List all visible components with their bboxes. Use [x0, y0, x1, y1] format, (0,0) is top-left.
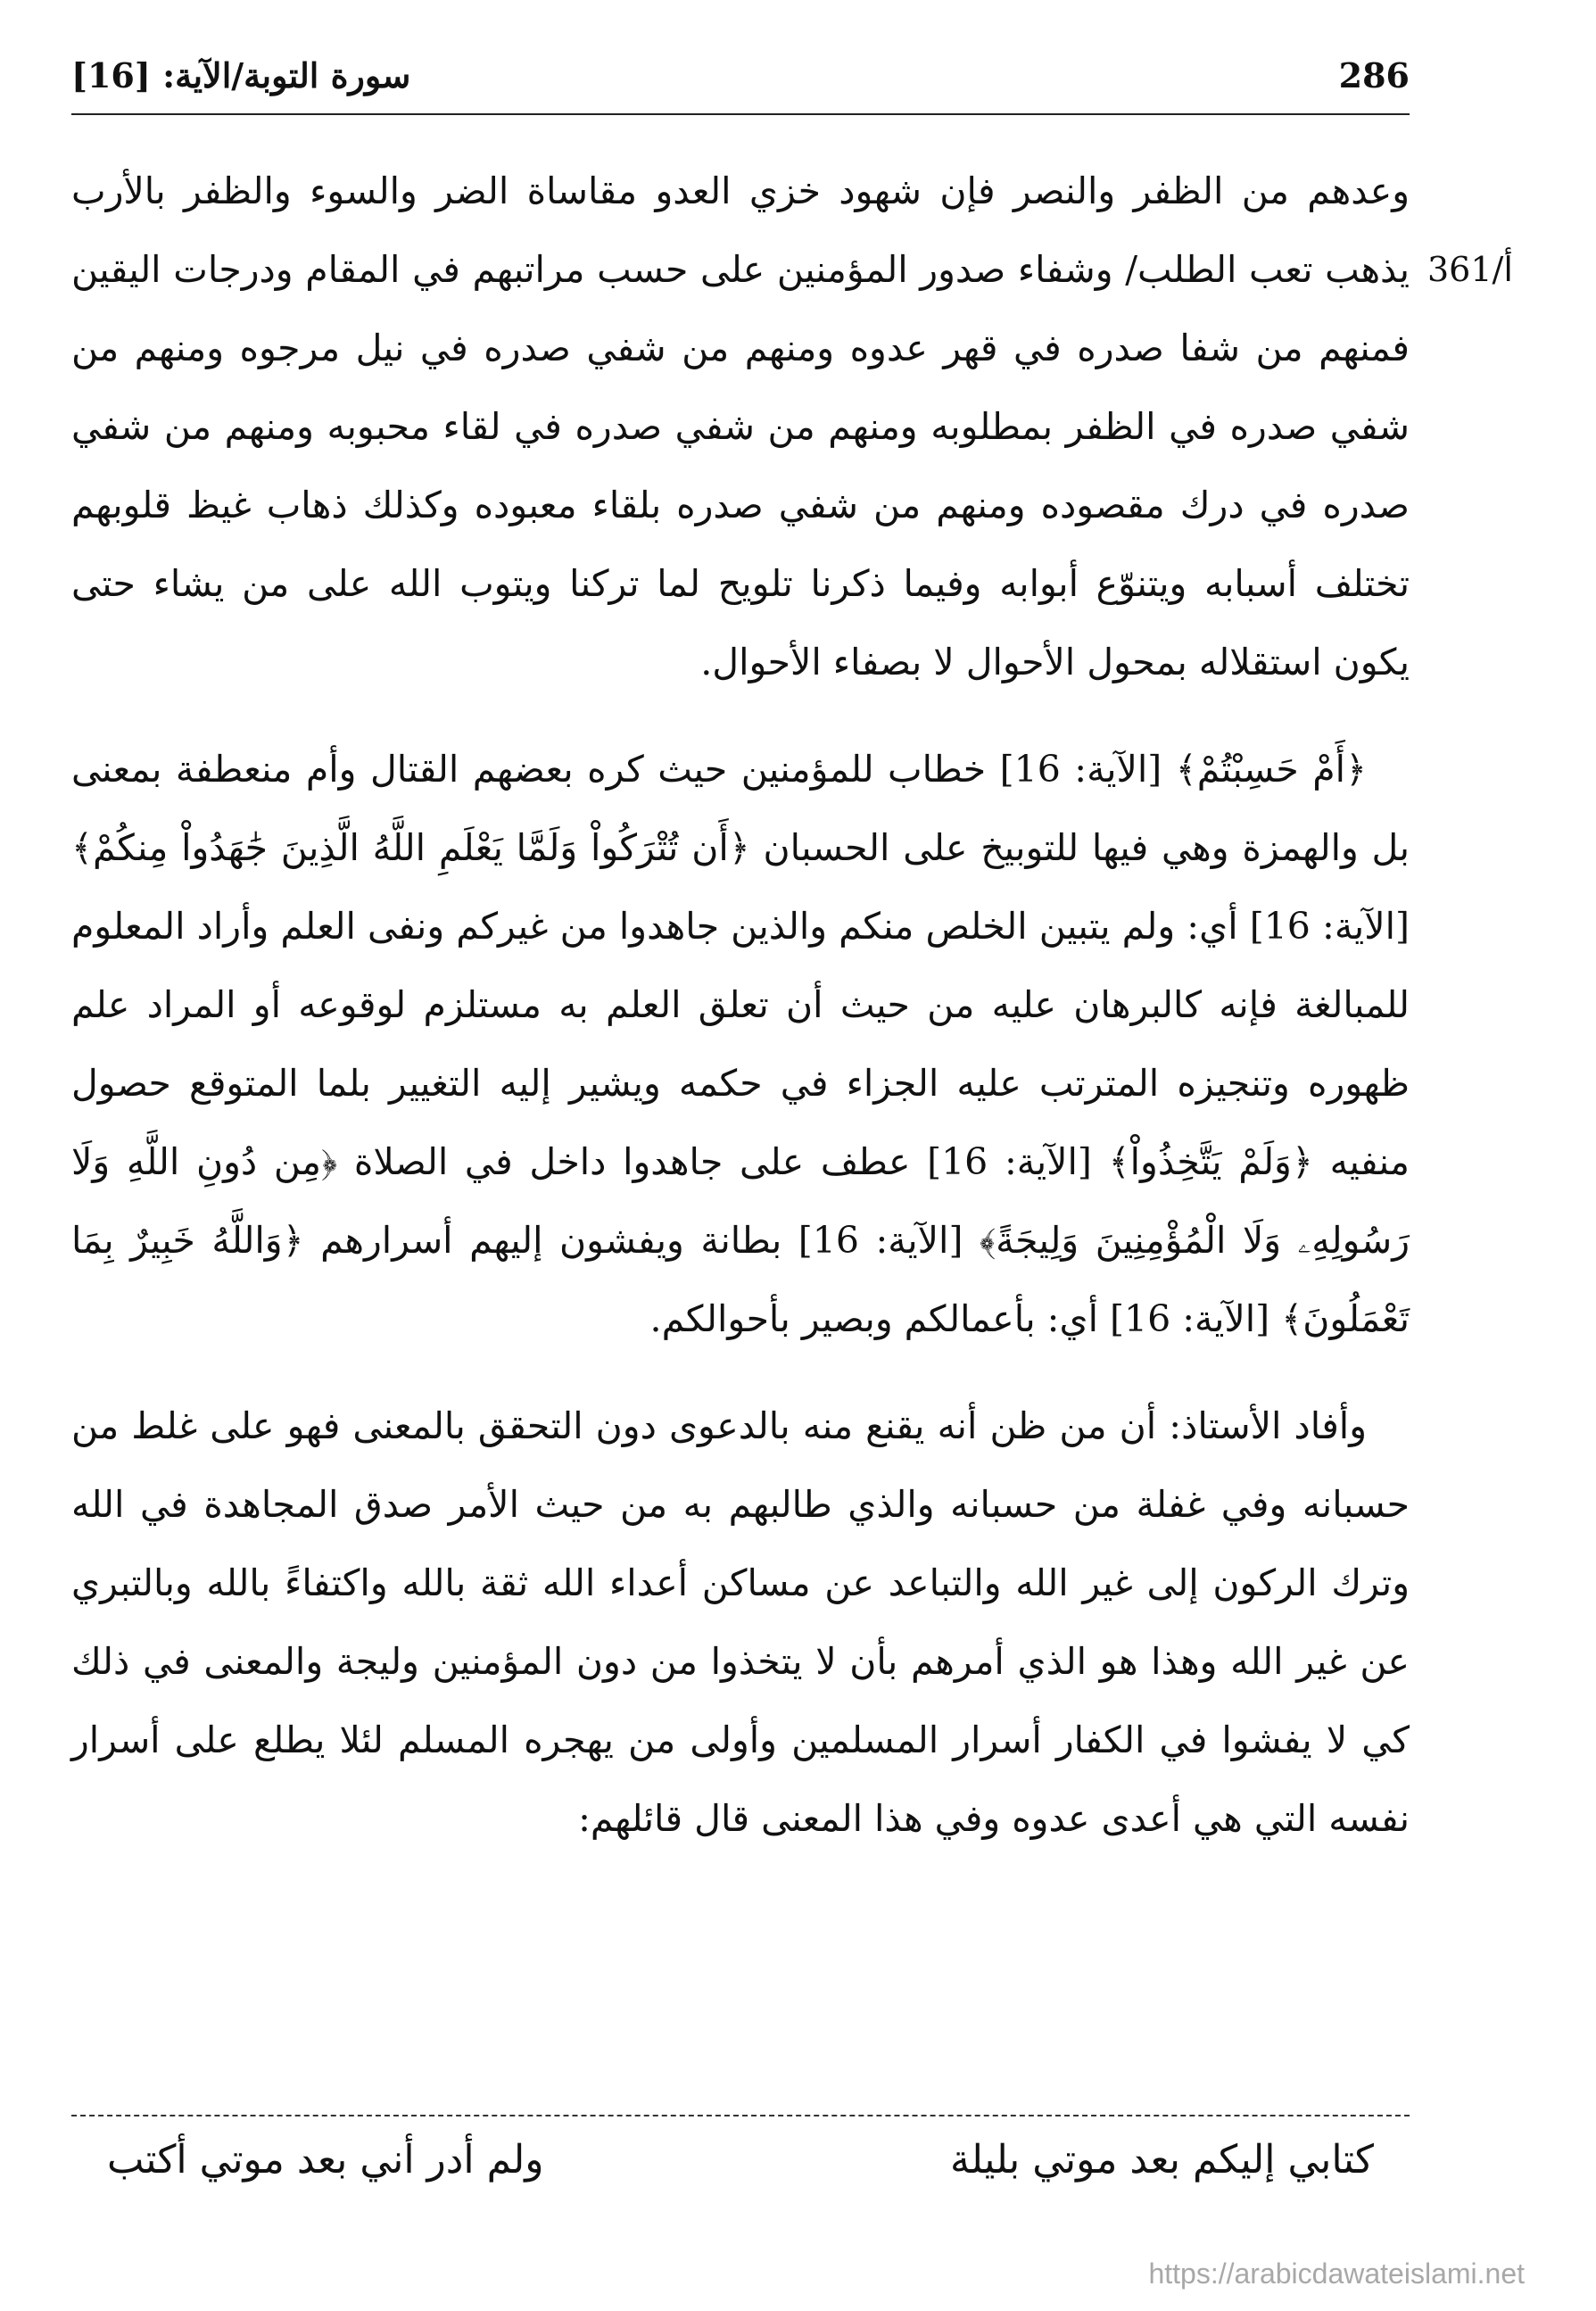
watermark-url: https://arabicdawateislami.net [1148, 2257, 1525, 2290]
header-rule [71, 113, 1410, 115]
paragraph-3: وأفاد الأستاذ: أن من ظن أنه يقنع منه بالدعوى دون التحقق بالمعنى فهو على غلط من حسبانه وفي غفلة من حسبانه والذي طالبهم به من حيث الأمر صدق المجاهدة في الله وترك الركون إلى غير الله والتباعد عن مساكن أعداء الله ثقة بالله واكتفاءً بالله وبالتبري عن غير الله وهذا هو الذي أمرهم بأن لا يتخذوا من دون المؤمنين وليجة والمعنى في ذلك كي لا يفشوا في الكفار أسرار المسلمين وأولى من يهجره المسلم لئلا يطلع على أسرار نفسه التي هي أعدى عدوه وفي هذا المعنى قال قائلهم: [71, 1404, 1410, 1840]
page-header [71, 55, 1410, 109]
verse-second-hemistich: ولم أدر أني بعد موتي أكتب [107, 2137, 544, 2183]
verse-first-hemistich: كتابي إليكم بعد موتي بليلة [949, 2137, 1374, 2183]
running-title: سورة التوبة/الآية: [16] [71, 55, 411, 95]
page-number: 286 [1338, 55, 1410, 95]
paragraph-2: ﴿أَمْ حَسِبْتُمْ﴾ [الآية: 16] خطاب للمؤمنين حيث كره بعضهم القتال وأم منعطفة بمعنى بل والهمزة وهي فيها للتوبيخ على الحسبان ﴿أَن تُتْرَكُواْ وَلَمَّا يَعْلَمِ اللَّهُ الَّذِينَ جَٰهَدُواْ مِنكُمْ﴾ [الآية: 16] أي: ولم يتبين الخلص منكم والذين جاهدوا من غيركم ونفى العلم وأراد المعلوم للمبالغة فإنه كالبرهان عليه من حيث أن تعلق العلم به مستلزم لوقوعه أو المراد علم ظهوره وتنجيزه المترتب عليه الجزاء في حكمه ويشير إليه التغيير بلما المتوقع حصول منفيه ﴿وَلَمْ يَتَّخِذُواْ﴾ [الآية: 16] عطف على جاهدوا داخل في الصلاة ﴿مِن دُونِ اللَّهِ وَلَا رَسُولِهِۦ وَلَا الْمُؤْمِنِينَ وَلِيجَةً﴾ [الآية: 16] بطانة ويفشون إليهم أسرارهم ﴿وَاللَّهُ خَبِيرٌ بِمَا تَعْمَلُونَ﴾ [الآية: 16] أي: بأعمالكم وبصير بأحوالكم. [71, 748, 1410, 1340]
dashed-separator [71, 2115, 1410, 2116]
main-text [71, 152, 1410, 1858]
poetry-verse [107, 2137, 1374, 2208]
paragraph-1: وعدهم من الظفر والنصر فإن شهود خزي العدو مقاساة الضر والسوء والظفر بالأرب يذهب تعب الطلب/ وشفاء صدور المؤمنين على حسب مراتبهم في المقام ودرجات اليقين فمنهم من شفا صدره في قهر عدوه ومنهم من شفي صدره في نيل مرجوه ومنهم من شفي صدره في الظفر بمطلوبه ومنهم من شفي صدره في لقاء محبوبه ومنهم من شفي صدره في درك مقصوده ومنهم من شفي صدره بلقاء معبوده وكذلك ذهاب غيظ قلوبهم تختلف أسبابه ويتنوّع أبوابه وفيما ذكرنا تلويح لما تركنا ويتوب الله على من يشاء حتى يكون استقلاله بمحول الأحوال لا بصفاء الأحوال. [71, 170, 1410, 683]
manuscript-folio-note: 361/أ [1427, 250, 1513, 289]
